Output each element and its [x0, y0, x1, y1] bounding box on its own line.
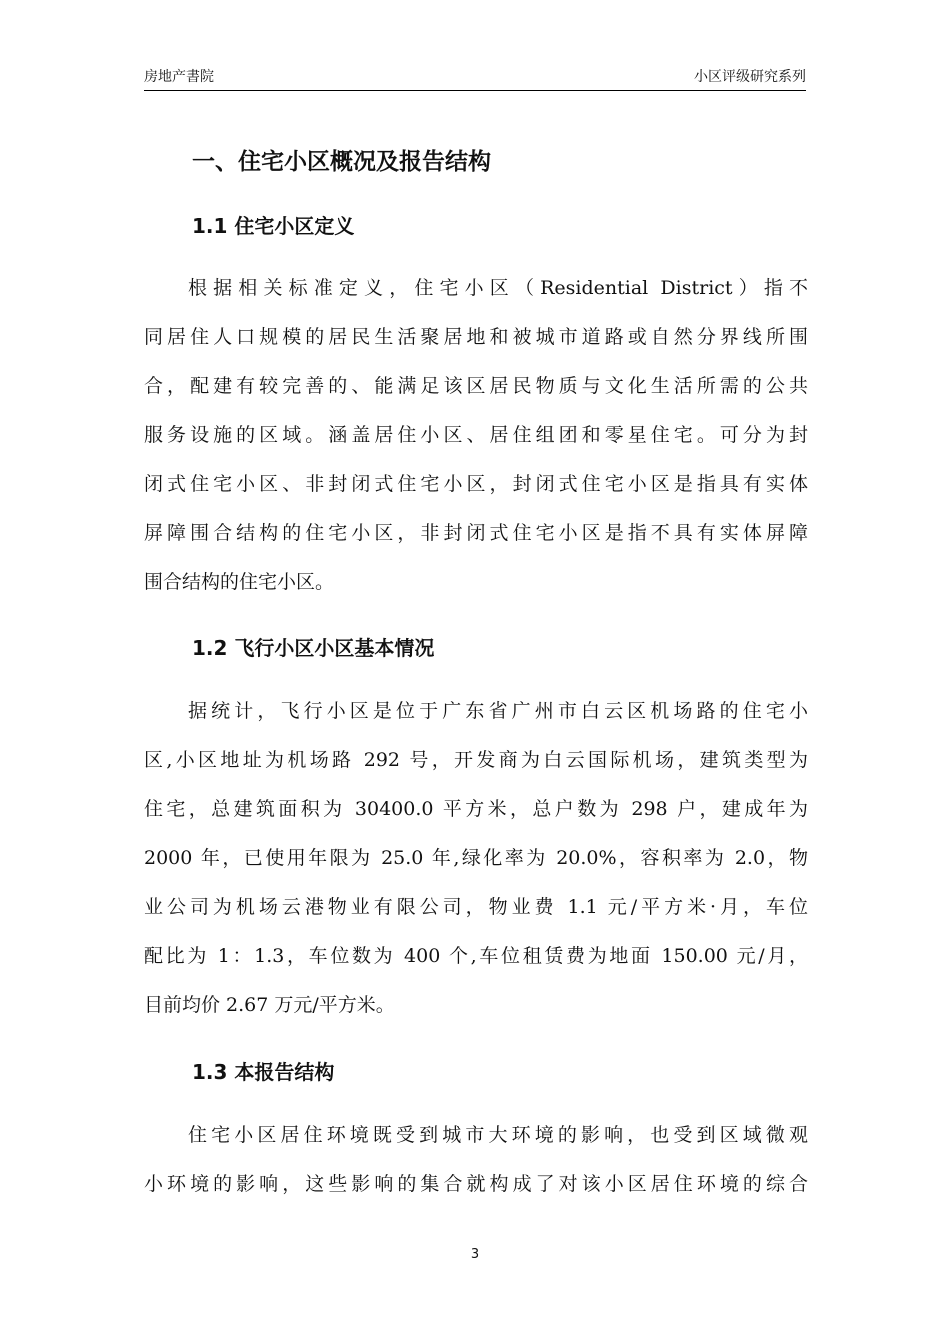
paragraph-line: 据统计，飞行小区是位于广东省广州市白云区机场路的住宅小 — [188, 700, 808, 722]
paragraph-report-structure — [144, 1111, 808, 1209]
paragraph-definition — [144, 264, 808, 607]
paragraph-line: 闭式住宅小区、非封闭式住宅小区，封闭式住宅小区是指具有实体 — [144, 473, 808, 495]
paragraph-line: 业公司为机场云港物业有限公司，物业费 1.1 元/平方米·月，车位 — [144, 896, 808, 918]
paragraph-line: 服务设施的区域。涵盖居住小区、居住组团和零星住宅。可分为封 — [144, 424, 808, 446]
paragraph-line: 2000 年，已使用年限为 25.0 年,绿化率为 20.0%，容积率为 2.0，物 — [144, 847, 808, 869]
page-header — [144, 64, 806, 91]
paragraph-line: 小环境的影响，这些影响的集合就构成了对该小区居住环境的综合 — [144, 1173, 808, 1195]
paragraph-line: 屏障围合结构的住宅小区，非封闭式住宅小区是指不具有实体屏障 — [144, 522, 808, 544]
paragraph-basic-info — [144, 687, 808, 1030]
section-title: 一、住宅小区概况及报告结构 — [192, 149, 491, 175]
page-number: 3 — [470, 1247, 480, 1262]
subsection-title-1-3: 1.3 本报告结构 — [192, 1060, 335, 1084]
paragraph-line: 根据相关标准定义，住宅小区（Residential District）指不 — [188, 277, 808, 299]
paragraph-line: 住宅小区居住环境既受到城市大环境的影响，也受到区域微观 — [188, 1124, 808, 1146]
subsection-title-1-2: 1.2 飞行小区小区基本情况 — [192, 636, 435, 660]
paragraph-line: 目前均价 2.67 万元/平方米。 — [144, 994, 395, 1016]
header-publisher: 房地产書院 — [144, 69, 214, 85]
subsection-title-1-1: 1.1 住宅小区定义 — [192, 214, 355, 238]
paragraph-line: 围合结构的住宅小区。 — [144, 571, 335, 593]
paragraph-line: 住宅，总建筑面积为 30400.0 平方米，总户数为 298 户，建成年为 — [144, 798, 808, 820]
paragraph-line: 合，配建有较完善的、能满足该区居民物质与文化生活所需的公共 — [144, 375, 808, 397]
paragraph-line: 同居住人口规模的居民生活聚居地和被城市道路或自然分界线所围 — [144, 326, 808, 348]
header-series-title: 小区评级研究系列 — [694, 69, 806, 85]
paragraph-line: 区,小区地址为机场路 292 号，开发商为白云国际机场，建筑类型为 — [144, 749, 808, 771]
paragraph-line: 配比为 1：1.3，车位数为 400 个,车位租赁费为地面 150.00 元/月， — [144, 945, 808, 967]
